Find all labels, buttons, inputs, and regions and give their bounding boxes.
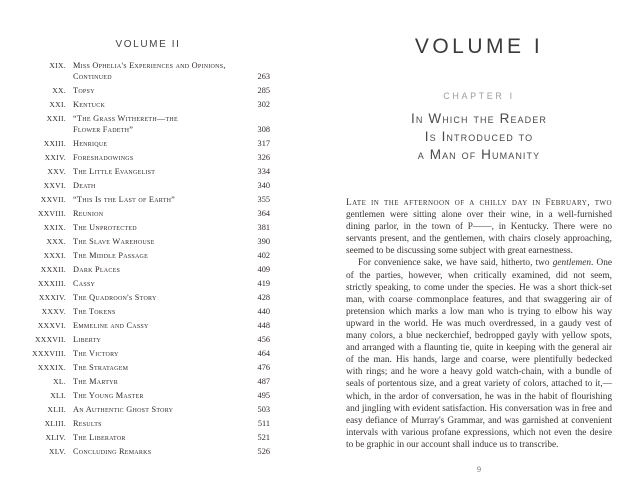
toc-chapter-numeral: XXVIII.: [37, 209, 66, 218]
toc-chapter-numeral: XXXIII.: [37, 279, 66, 288]
chapter-title-line: In Which the Reader: [411, 111, 547, 126]
toc-chapter-title: Continued: [73, 72, 112, 81]
toc-chapter-title: The Victory: [73, 349, 119, 358]
toc-chapter-pagenumber: 511: [257, 419, 270, 428]
toc-chapter-pagenumber: 521: [257, 433, 270, 442]
toc-chapter-pagenumber: 409: [257, 265, 270, 274]
toc-chapter-numeral: XXXVIII.: [32, 349, 66, 358]
toc-chapter-numeral: XXVII.: [40, 195, 66, 204]
body-paragraph: [346, 197, 612, 257]
toc-chapter-title: Foreshadowings: [73, 153, 134, 162]
toc-chapter-title: Results: [73, 419, 102, 428]
toc-chapter-pagenumber: 428: [257, 293, 270, 302]
toc-row: [26, 362, 270, 373]
toc-chapter-title: Kentuck: [73, 100, 106, 109]
body-paragraph: [346, 257, 612, 451]
toc-chapter-title: Cassy: [73, 279, 96, 288]
toc-chapter-pagenumber: [240, 113, 270, 124]
toc-chapter-numeral: XLII.: [47, 405, 66, 414]
toc-chapter-title: Emmeline and Cassy: [73, 321, 149, 330]
toc-chapter-numeral: XXXIV.: [38, 293, 66, 302]
toc-row: [26, 180, 270, 191]
toc-chapter-pagenumber: 355: [257, 195, 270, 204]
toc-row: [26, 404, 270, 415]
toc-chapter-numeral: XXIV.: [44, 153, 66, 162]
toc-chapter-pagenumber: 302: [257, 100, 270, 109]
toc-row: [26, 320, 270, 331]
chapter-title: [346, 110, 612, 164]
toc-chapter-pagenumber: 381: [257, 223, 270, 232]
toc-chapter-numeral: XLIV.: [45, 433, 66, 442]
toc-chapter-title: The Slave Warehouse: [73, 237, 155, 246]
toc-chapter-numeral: XIX.: [49, 61, 66, 70]
toc-chapter-pagenumber: 326: [257, 153, 270, 162]
toc-list: [26, 60, 270, 457]
toc-chapter-pagenumber: 340: [257, 181, 270, 190]
toc-row: [26, 306, 270, 317]
toc-chapter-pagenumber: 364: [257, 209, 270, 218]
toc-chapter-pagenumber: 285: [257, 86, 270, 95]
toc-row: [26, 222, 270, 233]
toc-chapter-title: The Stratagem: [73, 363, 129, 372]
toc-chapter-title: The Liberator: [73, 433, 126, 442]
toc-chapter-numeral: XXIX.: [43, 223, 66, 232]
toc-chapter-numeral: XX.: [52, 86, 66, 95]
toc-chapter-pagenumber: 402: [257, 251, 270, 260]
body-text-segment: gentlemen were sitting alone over their wine, in a well-furnished dining parlor, in the town of P——, in Kentucky. There were no servants present, and the gentlemen, with chairs closely approaching, seemed to be discussing some subject with great earnestness.: [346, 210, 612, 257]
toc-row: [26, 85, 270, 96]
toc-volume-heading: VOLUME II: [115, 39, 181, 50]
toc-chapter-numeral: XXXII.: [40, 265, 66, 274]
toc-chapter-title: The Middle Passage: [73, 251, 149, 260]
chapter-body: [346, 197, 612, 451]
body-text-segment: For convenience sake, we have said, hitherto, two: [358, 258, 553, 269]
toc-row: [26, 250, 270, 261]
toc-row: [26, 418, 270, 429]
body-text-segment: . One of the parties, however, when critically examined, did not seem, strictly speaking, to come under the species. He was a short thick-set man, with coarse commonplace features, and that swaggering air of pretension which marks a low man who is trying to elbow his way upward in the world. He was much overdressed, in a gaudy vest of many colors, a blue neckerchief, bedropped gayly with yellow spots, and arranged with a flaunting tie, quite in keeping with the general air of the man. His hands, large and coarse, were plentifully bedecked with rings; and he wore a heavy gold watch-chain, with a bundle of seals of portentous size, and a great variety of colors, attached to it,—which, in the ardor of conversation, he was in the habit of flourishing and jingling with evident satisfaction. His conversation was in free and easy defiance of Murray's Grammar, and was garnished at convenient intervals with various profane expressions, which not even the desire to be graphic in our account shall induce us to transcribe.: [346, 258, 613, 450]
toc-chapter-numeral: XXX.: [46, 237, 66, 246]
toc-chapter-numeral: XXXI.: [43, 251, 66, 260]
toc-chapter-numeral: XXXVI.: [37, 321, 66, 330]
toc-chapter-title: “The Grass Withereth—the: [73, 114, 178, 123]
volume-title: VOLUME I: [414, 35, 544, 58]
chapter-title-line: Is Introduced to: [424, 129, 534, 144]
toc-chapter-pagenumber: 419: [257, 279, 270, 288]
toc-page: [26, 0, 270, 487]
toc-row: [26, 152, 270, 163]
toc-chapter-pagenumber: 263: [257, 72, 270, 81]
toc-chapter-numeral: XXII.: [46, 114, 66, 123]
toc-chapter-pagenumber: 308: [257, 125, 270, 134]
toc-chapter-pagenumber: 317: [257, 139, 270, 148]
toc-chapter-numeral: XXVI.: [43, 181, 66, 190]
toc-row: [26, 208, 270, 219]
toc-row: [26, 432, 270, 443]
toc-chapter-title: “This Is the Last of Earth”: [73, 195, 176, 204]
toc-chapter-pagenumber: 526: [257, 447, 270, 456]
toc-chapter-numeral: [26, 71, 66, 82]
toc-row: [26, 60, 270, 71]
toc-row: [26, 194, 270, 205]
toc-chapter-numeral: XXI.: [49, 100, 66, 109]
toc-chapter-pagenumber: 334: [257, 167, 270, 176]
chapter-label: CHAPTER I: [443, 91, 515, 101]
body-text-segment: Late in the afternoon of a chilly day in February, two: [346, 198, 612, 208]
toc-row: [26, 348, 270, 359]
toc-chapter-title: The Martyr: [73, 377, 118, 386]
toc-chapter-title: Reunion: [73, 209, 104, 218]
toc-chapter-title: The Little Evangelist: [73, 167, 156, 176]
toc-chapter-pagenumber: 487: [257, 377, 270, 386]
toc-chapter-numeral: XL.: [53, 377, 66, 386]
toc-chapter-pagenumber: 464: [257, 349, 270, 358]
toc-row: [26, 278, 270, 289]
chapter-title-line: a Man of Humanity: [417, 147, 541, 162]
toc-chapter-title: Topsy: [73, 86, 95, 95]
toc-row: [26, 292, 270, 303]
toc-chapter-pagenumber: 390: [257, 237, 270, 246]
page-number: 9: [477, 465, 481, 474]
toc-chapter-numeral: XLIII.: [44, 419, 66, 428]
toc-chapter-pagenumber: 476: [257, 363, 270, 372]
toc-chapter-title: Death: [73, 181, 96, 190]
toc-row: [26, 376, 270, 387]
toc-chapter-title: Henrique: [73, 139, 108, 148]
toc-chapter-title: The Unprotected: [73, 223, 137, 232]
toc-row: [26, 138, 270, 149]
body-text-segment: gentlemen: [552, 258, 591, 269]
toc-chapter-title: Miss Ophelia's Experiences and Opinions,: [73, 61, 226, 70]
toc-chapter-numeral: XXXVII.: [35, 335, 66, 344]
toc-row: [26, 264, 270, 275]
toc-chapter-title: Flower Fadeth”: [73, 125, 134, 134]
toc-chapter-numeral: XXXIX.: [37, 363, 66, 372]
toc-chapter-pagenumber: [240, 60, 270, 71]
toc-row: [26, 113, 270, 124]
chapter-page: [346, 0, 612, 487]
toc-chapter-numeral: XXV.: [47, 167, 66, 176]
toc-row: [26, 446, 270, 457]
toc-chapter-numeral: XXXV.: [41, 307, 66, 316]
toc-chapter-title: The Tokens: [73, 307, 116, 316]
toc-chapter-title: Concluding Remarks: [73, 447, 152, 456]
toc-row: [26, 71, 270, 82]
toc-row: [26, 390, 270, 401]
toc-chapter-title: The Young Master: [73, 391, 144, 400]
toc-chapter-numeral: XLI.: [50, 391, 66, 400]
toc-chapter-numeral: [26, 124, 66, 135]
toc-chapter-title: An Authentic Ghost Story: [73, 405, 174, 414]
toc-chapter-pagenumber: 448: [257, 321, 270, 330]
toc-row: [26, 334, 270, 345]
toc-row: [26, 124, 270, 135]
toc-row: [26, 166, 270, 177]
toc-row: [26, 236, 270, 247]
toc-chapter-pagenumber: 440: [257, 307, 270, 316]
toc-chapter-numeral: XLV.: [48, 447, 66, 456]
toc-chapter-pagenumber: 503: [257, 405, 270, 414]
toc-chapter-pagenumber: 456: [257, 335, 270, 344]
toc-chapter-pagenumber: 495: [257, 391, 270, 400]
toc-chapter-title: The Quadroon's Story: [73, 293, 157, 302]
toc-chapter-title: Liberty: [73, 335, 102, 344]
toc-row: [26, 99, 270, 110]
toc-chapter-title: Dark Places: [73, 265, 121, 274]
toc-chapter-numeral: XXIII.: [43, 139, 66, 148]
